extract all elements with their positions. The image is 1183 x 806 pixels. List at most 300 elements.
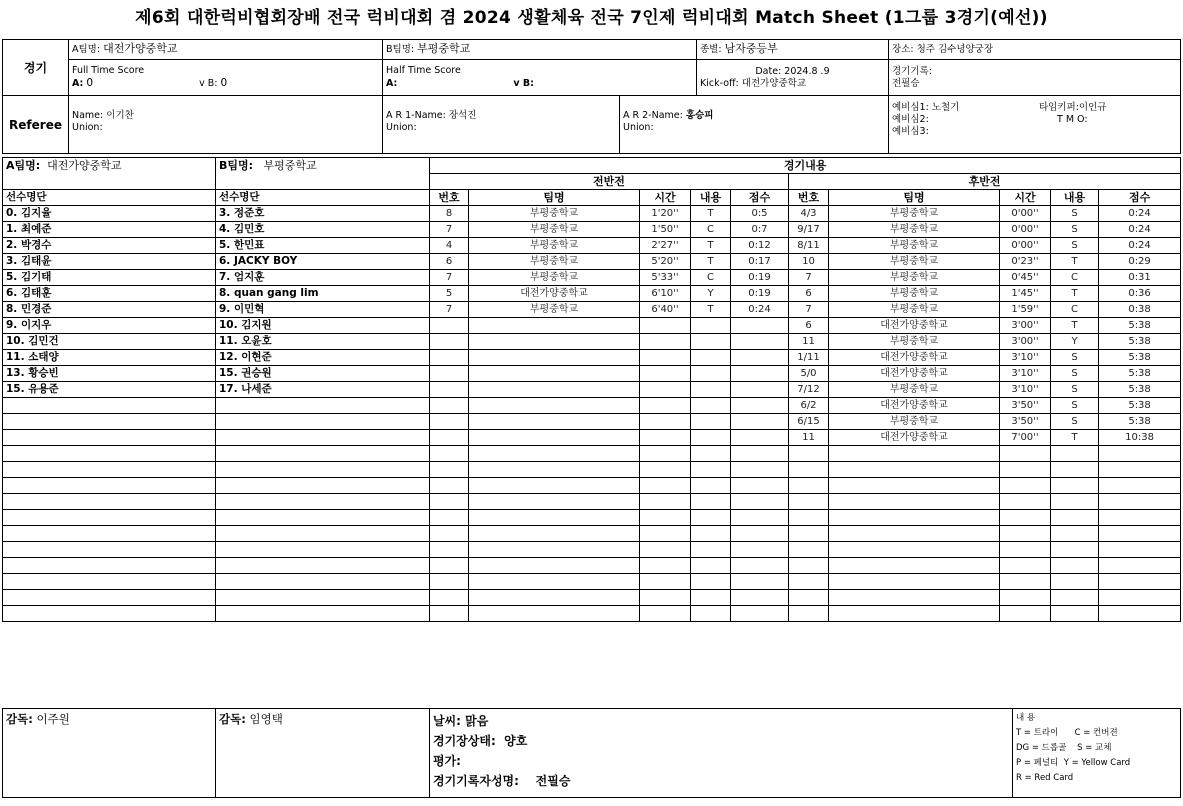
ar1-union-label: Union: bbox=[386, 122, 417, 133]
second-half-time-cell bbox=[1000, 606, 1051, 622]
roster-a-player bbox=[3, 446, 216, 462]
second-half-score-cell: 0:31 bbox=[1099, 270, 1181, 286]
second-half-time-cell bbox=[1000, 494, 1051, 510]
roster-b-player bbox=[216, 494, 430, 510]
first-half-time-cell bbox=[640, 510, 691, 526]
first-half-content-cell bbox=[691, 526, 731, 542]
first-half-no-cell bbox=[430, 366, 469, 382]
first-half-no-cell: 7 bbox=[430, 270, 469, 286]
roster-a-player bbox=[3, 558, 216, 574]
table-row bbox=[3, 270, 1181, 286]
roster-a-player: 13. 황승빈 bbox=[3, 366, 216, 382]
roster-a-player: 2. 박경수 bbox=[3, 238, 216, 254]
col-number-1: 번호 bbox=[430, 190, 469, 206]
legend bbox=[1013, 709, 1181, 798]
roster-b-player bbox=[216, 462, 430, 478]
roster-b-player bbox=[216, 414, 430, 430]
referee-union-label: Union: bbox=[72, 122, 103, 133]
first-half-content-cell: T bbox=[691, 238, 731, 254]
full-time-b-label: v B: bbox=[199, 78, 218, 89]
first-half-content-cell bbox=[691, 462, 731, 478]
roster-b-player bbox=[216, 574, 430, 590]
roster-b-player: 15. 권승원 bbox=[216, 366, 430, 382]
second-half-team-cell bbox=[829, 478, 1000, 494]
second-half-no-cell: 5/0 bbox=[789, 366, 829, 382]
team-a-head-name: 대전가양중학교 bbox=[47, 159, 122, 172]
second-half-no-cell: 4/3 bbox=[789, 206, 829, 222]
first-half-content-cell: C bbox=[691, 270, 731, 286]
second-half-team-cell bbox=[829, 446, 1000, 462]
second-half-content-cell: S bbox=[1051, 366, 1099, 382]
first-half-score-cell: 0:17 bbox=[731, 254, 789, 270]
second-half-content-cell bbox=[1051, 590, 1099, 606]
roster-a-player: 15. 유용준 bbox=[3, 382, 216, 398]
team-a-label: A팀명: bbox=[72, 44, 101, 55]
first-half-no-cell bbox=[430, 398, 469, 414]
second-half-no-cell: 11 bbox=[789, 334, 829, 350]
second-half-time-cell: 0'00'' bbox=[1000, 206, 1051, 222]
first-half-time-cell bbox=[640, 606, 691, 622]
col-time-2: 시간 bbox=[1000, 190, 1051, 206]
second-half-no-cell: 6 bbox=[789, 286, 829, 302]
second-half-content-cell: S bbox=[1051, 382, 1099, 398]
venue-value: 청주 김수녕양궁장 bbox=[916, 43, 994, 55]
team-a-value: 대전가양중학교 bbox=[103, 42, 178, 55]
second-half-score-cell: 0:29 bbox=[1099, 254, 1181, 270]
second-half-content-cell: T bbox=[1051, 318, 1099, 334]
first-half-time-cell: 1'50'' bbox=[640, 222, 691, 238]
second-half-team-cell: 대전가양중학교 bbox=[829, 366, 1000, 382]
roster-b-player bbox=[216, 478, 430, 494]
first-half-time-cell: 1'20'' bbox=[640, 206, 691, 222]
kickoff: Kick-off: 대전가양중학교 bbox=[700, 77, 807, 89]
second-half-time-cell: 3'50'' bbox=[1000, 398, 1051, 414]
second-half-team-cell bbox=[829, 494, 1000, 510]
first-half-team-cell bbox=[469, 558, 640, 574]
second-half-score-cell: 0:38 bbox=[1099, 302, 1181, 318]
second-half-time-cell: 3'10'' bbox=[1000, 382, 1051, 398]
second-half-content-cell: C bbox=[1051, 270, 1099, 286]
first-half-no-cell bbox=[430, 574, 469, 590]
roster-a-player: 6. 김태훈 bbox=[3, 286, 216, 302]
half-time-b-label: v B: bbox=[513, 78, 534, 89]
second-half-no-cell bbox=[789, 542, 829, 558]
second-half-header: 후반전 bbox=[789, 174, 1181, 190]
roster-b-header: 선수명단 bbox=[216, 190, 430, 206]
first-half-time-cell bbox=[640, 398, 691, 414]
second-half-time-cell: 7'00'' bbox=[1000, 430, 1051, 446]
first-half-no-cell bbox=[430, 526, 469, 542]
table-row bbox=[3, 590, 1181, 606]
first-half-content-cell bbox=[691, 350, 731, 366]
second-half-content-cell bbox=[1051, 478, 1099, 494]
first-half-score-cell bbox=[731, 606, 789, 622]
second-half-team-cell: 부평중학교 bbox=[829, 206, 1000, 222]
first-half-time-cell bbox=[640, 462, 691, 478]
table-row bbox=[3, 206, 1181, 222]
first-half-no-cell: 4 bbox=[430, 238, 469, 254]
first-half-no-cell: 8 bbox=[430, 206, 469, 222]
first-half-team-cell bbox=[469, 478, 640, 494]
roster-a-player: 8. 민경준 bbox=[3, 302, 216, 318]
second-half-score-cell: 10:38 bbox=[1099, 430, 1181, 446]
first-half-team-cell bbox=[469, 366, 640, 382]
first-half-no-cell bbox=[430, 494, 469, 510]
second-half-team-cell: 대전가양중학교 bbox=[829, 318, 1000, 334]
second-half-content-cell bbox=[1051, 606, 1099, 622]
tmo: T M O: bbox=[1057, 114, 1088, 125]
first-half-score-cell bbox=[731, 366, 789, 382]
first-half-time-cell: 6'10'' bbox=[640, 286, 691, 302]
roster-b-player: 7. 엄지훈 bbox=[216, 270, 430, 286]
table-row bbox=[3, 382, 1181, 398]
weather-value: 맑음 bbox=[465, 714, 489, 728]
second-half-score-cell: 0:36 bbox=[1099, 286, 1181, 302]
record-info bbox=[889, 60, 1181, 96]
date-kickoff bbox=[697, 60, 889, 96]
second-half-team-cell bbox=[829, 542, 1000, 558]
first-half-score-cell bbox=[731, 414, 789, 430]
table-row bbox=[3, 222, 1181, 238]
second-half-time-cell bbox=[1000, 574, 1051, 590]
second-half-content-cell: T bbox=[1051, 430, 1099, 446]
second-half-team-cell bbox=[829, 606, 1000, 622]
roster-a-player bbox=[3, 606, 216, 622]
first-half-content-cell bbox=[691, 478, 731, 494]
roster-a-player bbox=[3, 430, 216, 446]
second-half-team-cell: 대전가양중학교 bbox=[829, 350, 1000, 366]
second-half-content-cell bbox=[1051, 462, 1099, 478]
first-half-time-cell bbox=[640, 318, 691, 334]
roster-b-player bbox=[216, 526, 430, 542]
second-half-no-cell bbox=[789, 590, 829, 606]
venue-info bbox=[889, 40, 1181, 60]
first-half-content-cell bbox=[691, 430, 731, 446]
coach-b-name: 임영택 bbox=[249, 712, 283, 726]
roster-a-player bbox=[3, 542, 216, 558]
match-label: 경기 bbox=[3, 40, 69, 96]
first-half-content-cell bbox=[691, 414, 731, 430]
first-half-no-cell bbox=[430, 478, 469, 494]
second-half-team-cell: 부평중학교 bbox=[829, 270, 1000, 286]
first-half-time-cell bbox=[640, 414, 691, 430]
legend-title: 내 용 bbox=[1016, 713, 1036, 723]
first-half-time-cell bbox=[640, 382, 691, 398]
second-half-team-cell: 부평중학교 bbox=[829, 302, 1000, 318]
first-half-team-cell bbox=[469, 414, 640, 430]
roster-b-player: 4. 김민호 bbox=[216, 222, 430, 238]
second-half-team-cell: 부평중학교 bbox=[829, 382, 1000, 398]
reserve-1: 예비심1: 노철기 bbox=[892, 102, 960, 113]
second-half-content-cell bbox=[1051, 574, 1099, 590]
timekeeper: 타임키퍼:이인규 bbox=[1039, 102, 1107, 113]
second-half-team-cell: 부평중학교 bbox=[829, 222, 1000, 238]
legend-line-4: R = Red Card bbox=[1016, 773, 1074, 783]
second-half-no-cell bbox=[789, 446, 829, 462]
first-half-no-cell bbox=[430, 542, 469, 558]
roster-b-player bbox=[216, 542, 430, 558]
ar1-name: 장석진 bbox=[448, 110, 477, 121]
second-half-time-cell: 3'00'' bbox=[1000, 318, 1051, 334]
first-half-score-cell bbox=[731, 574, 789, 590]
second-half-team-cell bbox=[829, 510, 1000, 526]
first-half-no-cell: 7 bbox=[430, 302, 469, 318]
second-half-score-cell: 5:38 bbox=[1099, 334, 1181, 350]
team-a-header bbox=[3, 158, 216, 190]
second-half-time-cell bbox=[1000, 478, 1051, 494]
coach-b bbox=[216, 709, 430, 798]
game-table bbox=[2, 157, 1181, 622]
first-half-team-cell: 부평중학교 bbox=[469, 238, 640, 254]
category-info bbox=[697, 40, 889, 60]
eval-label: 평가: bbox=[433, 754, 461, 768]
field-label: 경기장상태: bbox=[433, 734, 496, 748]
first-half-time-cell: 5'20'' bbox=[640, 254, 691, 270]
category-value: 남자중등부 bbox=[724, 42, 778, 55]
first-half-content-cell bbox=[691, 446, 731, 462]
first-half-no-cell bbox=[430, 446, 469, 462]
recorder-label: 경기기록자성명: bbox=[433, 774, 519, 788]
first-half-score-cell bbox=[731, 558, 789, 574]
table-row bbox=[3, 398, 1181, 414]
second-half-content-cell: S bbox=[1051, 350, 1099, 366]
second-half-no-cell: 7 bbox=[789, 302, 829, 318]
second-half-score-cell bbox=[1099, 558, 1181, 574]
roster-b-player bbox=[216, 606, 430, 622]
table-row bbox=[3, 526, 1181, 542]
first-half-time-cell bbox=[640, 494, 691, 510]
second-half-no-cell bbox=[789, 526, 829, 542]
roster-b-player: 12. 이현준 bbox=[216, 350, 430, 366]
second-half-score-cell bbox=[1099, 462, 1181, 478]
roster-b-player bbox=[216, 446, 430, 462]
first-half-no-cell bbox=[430, 382, 469, 398]
record-label: 경기기록: bbox=[892, 65, 932, 77]
roster-a-header: 선수명단 bbox=[3, 190, 216, 206]
first-half-content-cell bbox=[691, 366, 731, 382]
second-half-score-cell bbox=[1099, 590, 1181, 606]
second-half-no-cell: 11 bbox=[789, 430, 829, 446]
second-half-no-cell: 6/2 bbox=[789, 398, 829, 414]
second-half-time-cell: 3'50'' bbox=[1000, 414, 1051, 430]
first-half-team-cell bbox=[469, 462, 640, 478]
first-half-score-cell: 0:7 bbox=[731, 222, 789, 238]
team-b-header bbox=[216, 158, 430, 190]
second-half-time-cell bbox=[1000, 590, 1051, 606]
second-half-time-cell: 0'23'' bbox=[1000, 254, 1051, 270]
first-half-time-cell bbox=[640, 334, 691, 350]
roster-b-player bbox=[216, 558, 430, 574]
full-time-a-value: 0 bbox=[86, 77, 94, 89]
second-half-no-cell bbox=[789, 462, 829, 478]
first-half-score-cell: 0:12 bbox=[731, 238, 789, 254]
second-half-content-cell bbox=[1051, 446, 1099, 462]
first-half-score-cell: 0:19 bbox=[731, 270, 789, 286]
col-time-1: 시간 bbox=[640, 190, 691, 206]
table-row bbox=[3, 542, 1181, 558]
first-half-content-cell bbox=[691, 382, 731, 398]
category-label: 종별: bbox=[700, 44, 722, 55]
second-half-content-cell: S bbox=[1051, 206, 1099, 222]
table-row bbox=[3, 286, 1181, 302]
coach-a-name: 이주원 bbox=[36, 712, 70, 726]
second-half-content-cell bbox=[1051, 494, 1099, 510]
first-half-score-cell bbox=[731, 478, 789, 494]
first-half-team-cell bbox=[469, 382, 640, 398]
second-half-content-cell: T bbox=[1051, 254, 1099, 270]
first-half-score-cell bbox=[731, 382, 789, 398]
second-half-team-cell: 부평중학교 bbox=[829, 414, 1000, 430]
second-half-score-cell: 5:38 bbox=[1099, 398, 1181, 414]
second-half-time-cell bbox=[1000, 542, 1051, 558]
second-half-no-cell bbox=[789, 494, 829, 510]
second-half-no-cell: 9/17 bbox=[789, 222, 829, 238]
first-half-no-cell bbox=[430, 510, 469, 526]
second-half-score-cell: 0:24 bbox=[1099, 206, 1181, 222]
first-half-score-cell bbox=[731, 430, 789, 446]
table-row bbox=[3, 414, 1181, 430]
referee-name-label: Name: bbox=[72, 110, 104, 121]
second-half-score-cell bbox=[1099, 526, 1181, 542]
first-half-score-cell bbox=[731, 334, 789, 350]
roster-b-player: 11. 오윤호 bbox=[216, 334, 430, 350]
first-half-content-cell bbox=[691, 334, 731, 350]
roster-b-player: 6. JACKY BOY bbox=[216, 254, 430, 270]
first-half-content-cell bbox=[691, 318, 731, 334]
second-half-time-cell: 0'00'' bbox=[1000, 238, 1051, 254]
table-row bbox=[3, 478, 1181, 494]
second-half-time-cell bbox=[1000, 446, 1051, 462]
roster-b-player bbox=[216, 430, 430, 446]
first-half-header: 전반전 bbox=[430, 174, 789, 190]
second-half-time-cell: 0'45'' bbox=[1000, 270, 1051, 286]
half-time-a-label: A: bbox=[386, 78, 398, 89]
roster-b-player: 5. 한민표 bbox=[216, 238, 430, 254]
first-half-team-cell bbox=[469, 590, 640, 606]
reserve-2: 예비심2: bbox=[892, 114, 929, 125]
first-half-score-cell bbox=[731, 398, 789, 414]
first-half-time-cell bbox=[640, 558, 691, 574]
first-half-team-cell: 부평중학교 bbox=[469, 222, 640, 238]
roster-a-player: 0. 김지율 bbox=[3, 206, 216, 222]
table-row bbox=[3, 430, 1181, 446]
table-row bbox=[3, 238, 1181, 254]
second-half-score-cell bbox=[1099, 542, 1181, 558]
roster-a-player: 9. 이지우 bbox=[3, 318, 216, 334]
second-half-content-cell: C bbox=[1051, 302, 1099, 318]
ar2-info bbox=[620, 96, 889, 154]
second-half-score-cell: 5:38 bbox=[1099, 414, 1181, 430]
second-half-content-cell: S bbox=[1051, 414, 1099, 430]
first-half-content-cell bbox=[691, 558, 731, 574]
ar2-name-label: A R 2-Name: bbox=[623, 110, 683, 121]
first-half-time-cell: 5'33'' bbox=[640, 270, 691, 286]
table-row bbox=[3, 334, 1181, 350]
second-half-score-cell: 0:24 bbox=[1099, 238, 1181, 254]
roster-b-player: 3. 정준호 bbox=[216, 206, 430, 222]
first-half-team-cell bbox=[469, 526, 640, 542]
match-date: Date: 2024.8 .9 bbox=[755, 65, 830, 77]
table-row bbox=[3, 462, 1181, 478]
second-half-content-cell: S bbox=[1051, 222, 1099, 238]
second-half-score-cell: 5:38 bbox=[1099, 350, 1181, 366]
first-half-content-cell: T bbox=[691, 206, 731, 222]
first-half-score-cell bbox=[731, 590, 789, 606]
first-half-score-cell bbox=[731, 526, 789, 542]
col-score-1: 점수 bbox=[731, 190, 789, 206]
table-row bbox=[3, 302, 1181, 318]
half-time-label: Half Time Score bbox=[386, 65, 461, 76]
roster-a-player: 10. 김민건 bbox=[3, 334, 216, 350]
roster-a-player: 11. 소태양 bbox=[3, 350, 216, 366]
first-half-team-cell bbox=[469, 334, 640, 350]
second-half-team-cell: 부평중학교 bbox=[829, 334, 1000, 350]
second-half-team-cell bbox=[829, 558, 1000, 574]
ar2-union-label: Union: bbox=[623, 122, 654, 133]
second-half-content-cell bbox=[1051, 510, 1099, 526]
first-half-content-cell bbox=[691, 542, 731, 558]
table-row bbox=[3, 606, 1181, 622]
first-half-team-cell bbox=[469, 510, 640, 526]
second-half-team-cell bbox=[829, 526, 1000, 542]
ar1-info bbox=[383, 96, 620, 154]
roster-b-player: 8. quan gang lim bbox=[216, 286, 430, 302]
full-time-b-value: 0 bbox=[220, 77, 228, 89]
table-row bbox=[3, 318, 1181, 334]
first-half-no-cell bbox=[430, 462, 469, 478]
team-b-label: B팀명: bbox=[386, 44, 415, 55]
first-half-score-cell bbox=[731, 542, 789, 558]
table-row bbox=[3, 366, 1181, 382]
team-b-head-name: 부평중학교 bbox=[263, 159, 317, 172]
officials-table bbox=[2, 95, 1181, 154]
conditions bbox=[430, 709, 1013, 798]
game-content-header: 경기내용 bbox=[430, 158, 1181, 174]
second-half-score-cell bbox=[1099, 574, 1181, 590]
first-half-no-cell: 5 bbox=[430, 286, 469, 302]
second-half-time-cell: 0'00'' bbox=[1000, 222, 1051, 238]
first-half-content-cell bbox=[691, 590, 731, 606]
roster-a-player: 5. 김기태 bbox=[3, 270, 216, 286]
second-half-time-cell: 3'00'' bbox=[1000, 334, 1051, 350]
roster-a-player bbox=[3, 526, 216, 542]
second-half-team-cell bbox=[829, 574, 1000, 590]
second-half-time-cell: 1'59'' bbox=[1000, 302, 1051, 318]
second-half-time-cell bbox=[1000, 558, 1051, 574]
first-half-content-cell bbox=[691, 398, 731, 414]
first-half-score-cell bbox=[731, 510, 789, 526]
table-row bbox=[3, 446, 1181, 462]
first-half-score-cell bbox=[731, 462, 789, 478]
roster-a-player: 1. 최예준 bbox=[3, 222, 216, 238]
roster-a-player bbox=[3, 510, 216, 526]
first-half-time-cell bbox=[640, 590, 691, 606]
second-half-content-cell: T bbox=[1051, 286, 1099, 302]
second-half-score-cell bbox=[1099, 494, 1181, 510]
col-content-2: 내용 bbox=[1051, 190, 1099, 206]
full-time-score bbox=[69, 60, 383, 96]
first-half-no-cell: 6 bbox=[430, 254, 469, 270]
first-half-content-cell bbox=[691, 510, 731, 526]
first-half-team-cell bbox=[469, 430, 640, 446]
roster-a-player bbox=[3, 398, 216, 414]
first-half-no-cell bbox=[430, 590, 469, 606]
first-half-score-cell bbox=[731, 446, 789, 462]
field-value: 양호 bbox=[504, 734, 528, 748]
reserve-info bbox=[889, 96, 1181, 154]
second-half-team-cell bbox=[829, 590, 1000, 606]
full-time-label: Full Time Score bbox=[72, 65, 145, 76]
